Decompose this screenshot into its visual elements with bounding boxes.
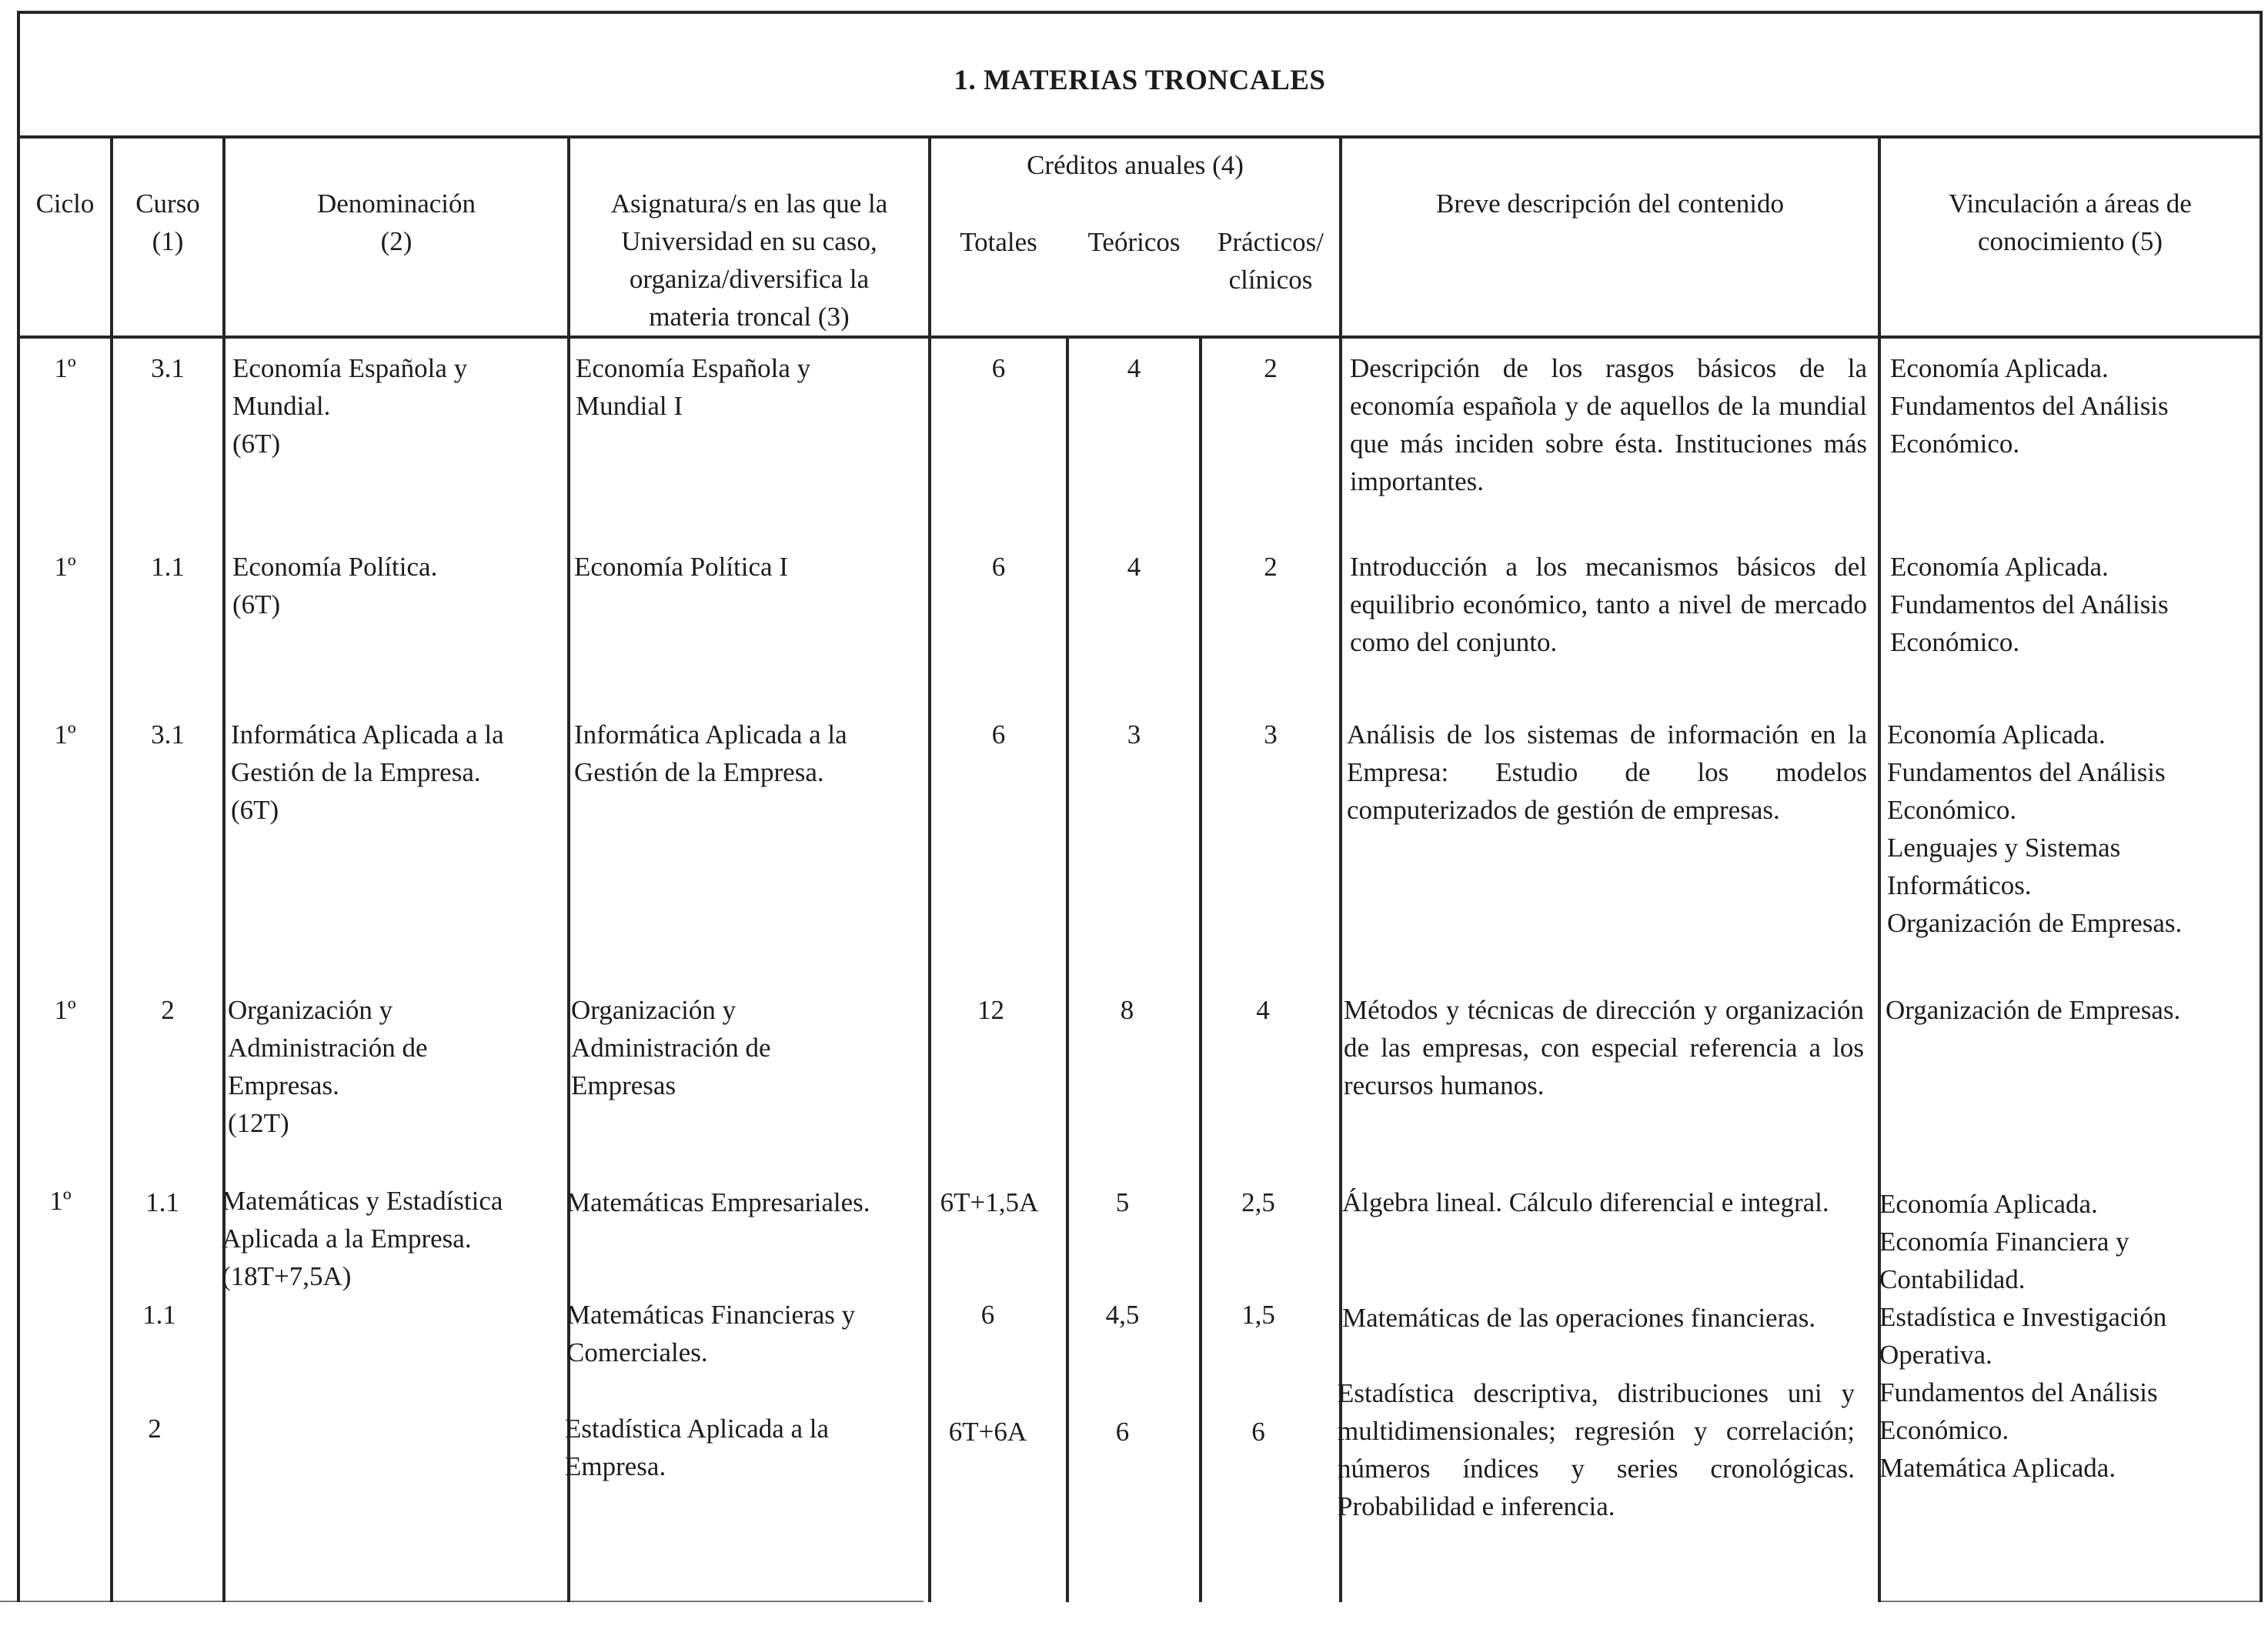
table-right-border xyxy=(2260,11,2263,1602)
row3-vinculacion-line: Organización de Empresas. xyxy=(1887,908,2183,938)
header-creditos: Créditos anuales (4) xyxy=(1027,150,1244,180)
row5c-teoricos: 6 xyxy=(1115,1417,1130,1447)
row5-vinculacion-line: Estadística e Investigación xyxy=(1879,1302,2167,1332)
row2-denominacion-line: (6T) xyxy=(232,589,281,619)
row5-vinculacion xyxy=(1879,1185,2166,1487)
row1-vinculacion-line: Fundamentos del Análisis xyxy=(1890,391,2169,421)
row5a-asignatura xyxy=(566,1184,870,1221)
row2-teoricos: 4 xyxy=(1127,552,1141,582)
header-curso xyxy=(113,185,222,260)
row5c-descripcion: Estadística descriptiva, distribuciones uni y multidimensionales; regresión y correlación; números índices y series cronológicas. Probabilidad e inferencia. xyxy=(1338,1378,1855,1521)
row5b-teoricos: 4,5 xyxy=(1105,1300,1140,1330)
row1-totales: 6 xyxy=(991,353,1006,383)
row5-vinculacion-line: Economía Aplicada. xyxy=(1879,1189,2098,1219)
header-descripcion: Breve descripción del contenido xyxy=(1436,189,1784,219)
row5-vinculacion-line: Operativa. xyxy=(1879,1340,1992,1370)
header-teoricos: Teóricos xyxy=(1087,227,1181,257)
row2-vinculacion-line: Economía Aplicada. xyxy=(1890,552,2109,582)
row4-asignatura-line: Administración de xyxy=(571,1033,771,1063)
row1-ciclo: 1º xyxy=(54,353,76,383)
row5c-practicos: 6 xyxy=(1251,1417,1265,1447)
row1-vinculacion-line: Económico. xyxy=(1890,429,2020,459)
row1-descripcion: Descripción de los rasgos básicos de la economía española y de aquellos de la mundial que más inciden sobre ésta. Instituciones más importantes. xyxy=(1350,353,1867,496)
table-bottom-border-left xyxy=(0,1601,924,1602)
row3-descripcion: Análisis de los sistemas de información en la Empresa: Estudio de los modelos computerizados de gestión de empresas. xyxy=(1347,720,1867,825)
row3-asignatura-line: Gestión de la Empresa. xyxy=(574,757,824,787)
row5c-curso: 2 xyxy=(148,1414,162,1444)
row1-vinculacion xyxy=(1890,349,2169,462)
header-asignatura-line: organiza/diversifica la xyxy=(629,264,870,294)
row5a-teoricos: 5 xyxy=(1115,1187,1130,1217)
row3-asignatura-line: Informática Aplicada a la xyxy=(574,720,847,750)
row3-denominacion-line: Informática Aplicada a la xyxy=(231,720,504,750)
header-vinculacion-line: Vinculación a áreas de xyxy=(1949,189,2192,219)
row2-denominacion-line: Economía Política. xyxy=(232,552,438,582)
row3-ciclo: 1º xyxy=(54,720,76,750)
row5b-asignatura-line: Matemáticas Financieras y xyxy=(566,1300,856,1330)
row5-vinculacion-line: Contabilidad. xyxy=(1879,1264,2026,1294)
row2-vinculacion-line: Económico. xyxy=(1890,627,2020,657)
row4-descripcion: Métodos y técnicas de dirección y organización de las empresas, con especial referencia a los recursos humanos. xyxy=(1344,995,1864,1100)
row3-curso: 3.1 xyxy=(151,720,185,750)
header-bottom-border xyxy=(17,336,2263,339)
row3-vinculacion xyxy=(1887,716,2182,942)
row4-ciclo: 1º xyxy=(54,995,76,1025)
row4-totales: 12 xyxy=(977,995,1004,1025)
row4-denominacion-line: (12T) xyxy=(228,1108,289,1138)
row5a-practicos: 2,5 xyxy=(1241,1187,1275,1217)
row5-denominacion xyxy=(222,1182,503,1295)
row2-totales: 6 xyxy=(991,552,1006,582)
row1-asignatura-line: Economía Española y xyxy=(576,353,811,383)
table-left-border xyxy=(17,11,20,1602)
row2-ciclo: 1º xyxy=(54,552,76,582)
row5b-descripcion: Matemáticas de las operaciones financieras. xyxy=(1342,1303,1816,1333)
row3-denominacion-line: Gestión de la Empresa. xyxy=(231,757,481,787)
row1-curso: 3.1 xyxy=(151,353,185,383)
header-practicos-line: Prácticos/ xyxy=(1217,227,1324,257)
row1-vinculacion-line: Economía Aplicada. xyxy=(1890,353,2109,383)
header-totales: Totales xyxy=(960,227,1037,257)
row4-asignatura-line: Empresas xyxy=(571,1070,676,1100)
row5-vinculacion-line: Matemática Aplicada. xyxy=(1879,1453,2116,1483)
row3-vinculacion-line: Fundamentos del Análisis xyxy=(1887,757,2166,787)
header-ciclo: Ciclo xyxy=(35,189,95,219)
header-asignatura-line: Universidad en su caso, xyxy=(621,226,877,256)
col-divider-denominacion xyxy=(567,135,570,1602)
row5c-asignatura-line: Estadística Aplicada a la xyxy=(565,1414,830,1444)
col-divider-curso xyxy=(222,135,225,1602)
table-bottom-border-right xyxy=(1878,1601,2263,1602)
row4-denominacion xyxy=(228,991,428,1142)
header-denominacion-line: Denominación xyxy=(316,189,476,219)
row5b-asignatura-line: Comerciales. xyxy=(566,1337,708,1367)
row1-denominacion-line: Economía Española y xyxy=(232,353,468,383)
row5-denominacion-line: (18T+7,5A) xyxy=(222,1261,352,1291)
header-practicos-line: clínicos xyxy=(1228,265,1313,295)
row5-denominacion-line: Aplicada a la Empresa. xyxy=(222,1224,472,1254)
row4-denominacion-line: Empresas. xyxy=(228,1070,339,1100)
row3-practicos: 3 xyxy=(1264,720,1278,750)
row5-ciclo: 1º xyxy=(49,1186,72,1216)
row2-denominacion xyxy=(232,548,437,623)
row5-vinculacion-line: Fundamentos del Análisis xyxy=(1879,1377,2158,1407)
row4-vinculacion xyxy=(1886,991,2180,1029)
header-denominacion-line: (2) xyxy=(380,226,413,256)
row3-vinculacion-line: Lenguajes y Sistemas xyxy=(1887,833,2121,863)
row3-asignatura xyxy=(574,716,847,791)
row5c-asignatura xyxy=(565,1410,829,1485)
row2-asignatura xyxy=(574,548,788,586)
row3-denominacion-line: (6T) xyxy=(231,795,279,825)
row3-vinculacion-line: Económico. xyxy=(1887,795,2017,825)
row3-denominacion xyxy=(231,716,504,829)
row4-vinculacion-line: Organización de Empresas. xyxy=(1886,995,2181,1025)
row2-descripcion: Introducción a los mecanismos básicos del equilibrio económico, tanto a nivel de mercado como del conjunto. xyxy=(1350,552,1867,657)
row4-asignatura-line: Organización y xyxy=(571,995,737,1025)
title-bottom-border xyxy=(17,135,2263,139)
row5c-asignatura-line: Empresa. xyxy=(565,1451,666,1481)
row5-vinculacion-line: Economía Financiera y xyxy=(1879,1227,2129,1257)
row1-denominacion-line: Mundial. xyxy=(232,391,331,421)
row5a-totales: 6T+1,5A xyxy=(940,1187,1039,1217)
row2-curso: 1.1 xyxy=(151,552,185,582)
row5-denominacion-line: Matemáticas y Estadística xyxy=(222,1186,503,1216)
row1-asignatura xyxy=(576,349,810,425)
row5a-asignatura-line: Matemáticas Empresariales. xyxy=(566,1187,870,1217)
header-asignatura xyxy=(570,185,928,336)
row5b-asignatura xyxy=(566,1296,855,1371)
row1-asignatura-line: Mundial I xyxy=(576,391,683,421)
row5c-totales: 6T+6A xyxy=(948,1417,1027,1447)
row1-denominacion-line: (6T) xyxy=(232,429,281,459)
row3-vinculacion-line: Informáticos. xyxy=(1887,870,2032,900)
row4-denominacion-line: Administración de xyxy=(228,1033,428,1063)
header-curso-line: Curso xyxy=(135,189,200,219)
row4-asignatura xyxy=(571,991,771,1104)
row4-curso: 2 xyxy=(161,995,175,1025)
header-vinculacion xyxy=(1881,185,2260,260)
row2-vinculacion-line: Fundamentos del Análisis xyxy=(1890,589,2169,619)
row5b-totales: 6 xyxy=(980,1300,995,1330)
header-curso-line: (1) xyxy=(152,226,184,256)
header-asignatura-line: materia troncal (3) xyxy=(649,302,850,332)
header-asignatura-line: Asignatura/s en las que la xyxy=(610,189,888,219)
row5b-curso: 1.1 xyxy=(142,1300,176,1330)
row3-vinculacion-line: Economía Aplicada. xyxy=(1887,720,2106,750)
row4-practicos: 4 xyxy=(1256,995,1270,1025)
row2-asignatura-line: Economía Política I xyxy=(574,552,788,582)
table-title: 1. MATERIAS TRONCALES xyxy=(954,65,1326,96)
row5a-descripcion: Álgebra lineal. Cálculo diferencial e integral. xyxy=(1342,1187,1829,1217)
row3-totales: 6 xyxy=(991,720,1006,750)
row2-vinculacion xyxy=(1890,548,2169,661)
row5a-curso: 1.1 xyxy=(145,1187,179,1217)
header-vinculacion-line: conocimiento (5) xyxy=(1977,226,2163,256)
row4-teoricos: 8 xyxy=(1120,995,1134,1025)
row1-practicos: 2 xyxy=(1264,353,1278,383)
row5-vinculacion-line: Económico. xyxy=(1879,1415,2009,1445)
row1-teoricos: 4 xyxy=(1127,353,1141,383)
row1-denominacion xyxy=(232,349,467,462)
row2-practicos: 2 xyxy=(1264,552,1278,582)
header-practicos xyxy=(1202,223,1339,299)
row5b-practicos: 1,5 xyxy=(1241,1300,1275,1330)
row4-denominacion-line: Organización y xyxy=(228,995,393,1025)
row3-teoricos: 3 xyxy=(1127,720,1141,750)
table-top-border xyxy=(17,11,2263,14)
header-denominacion xyxy=(225,185,567,260)
